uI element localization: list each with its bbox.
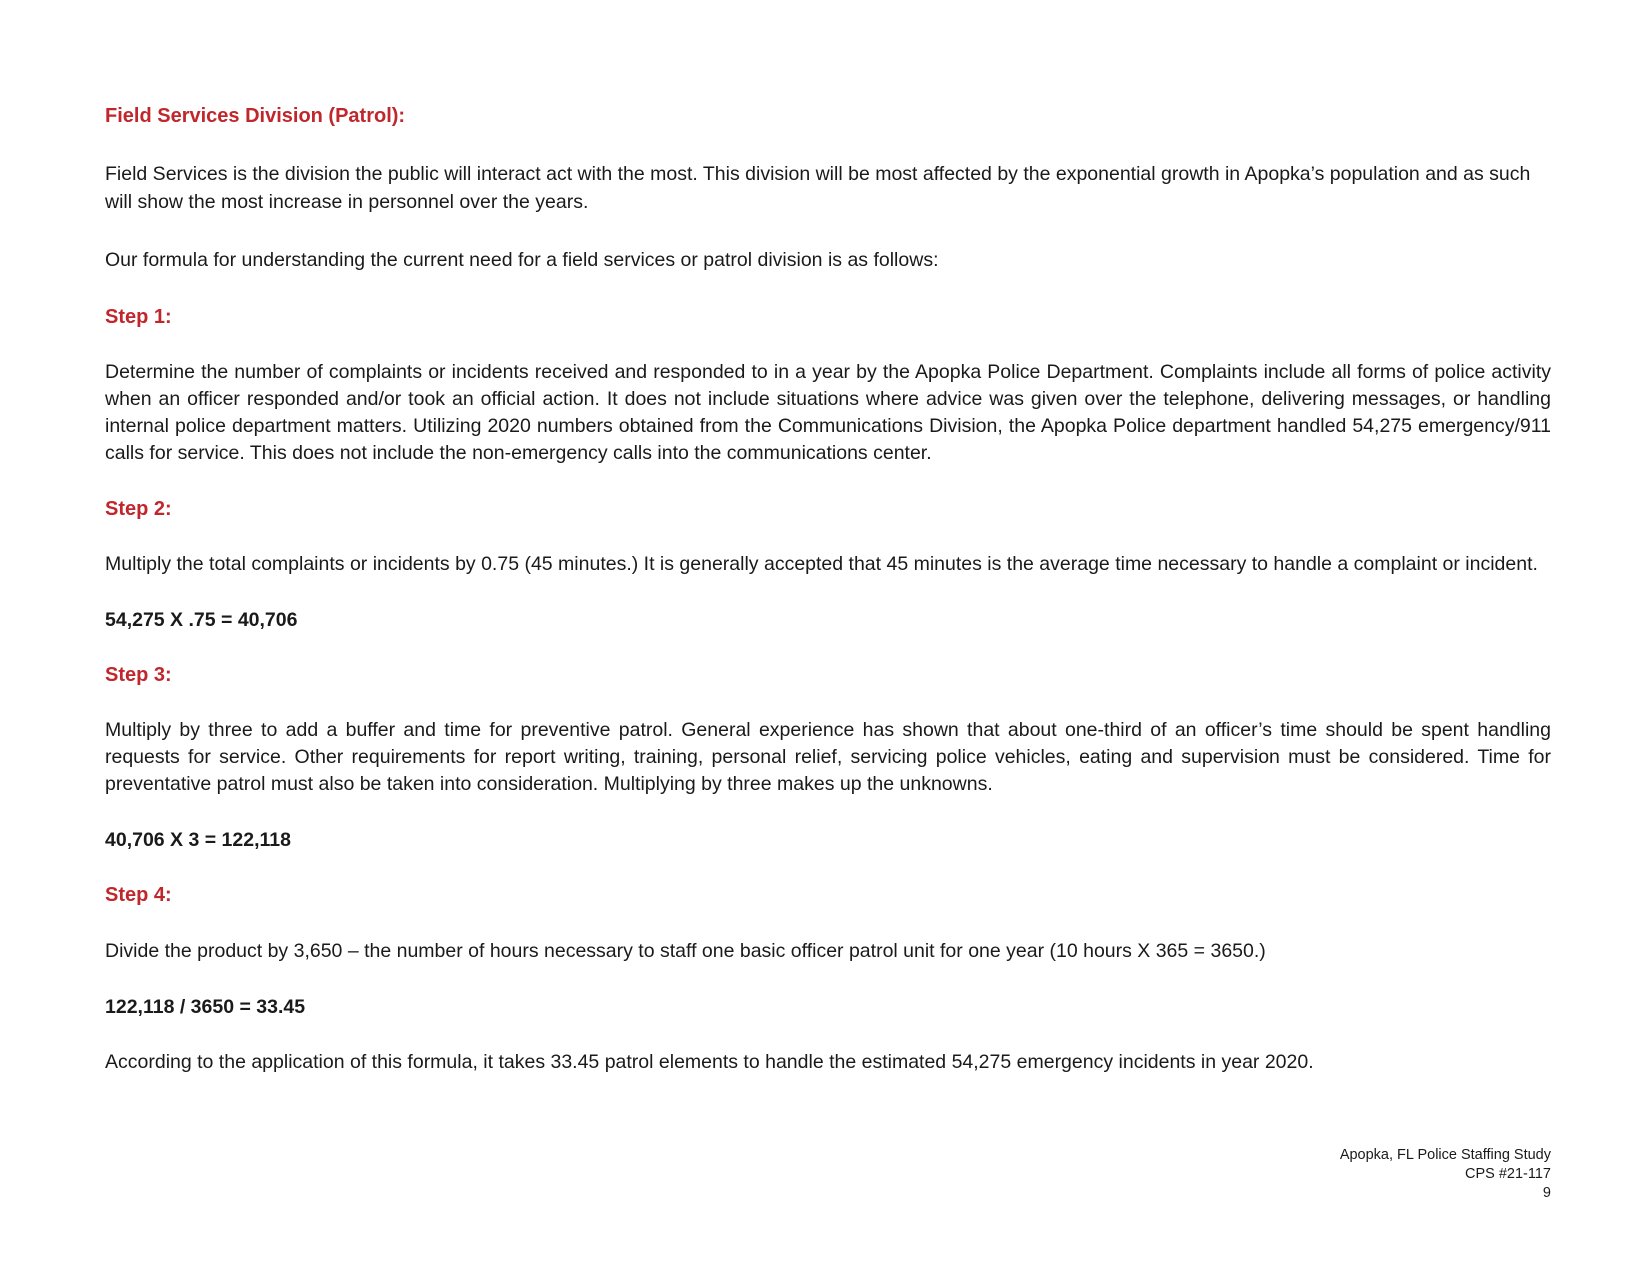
step-2-text: Multiply the total complaints or incidents by 0.75 (45 minutes.) It is generally accepted that 45 minutes is the average time necessary to handle a complaint or incident. [105, 553, 1538, 575]
step-4-formula: 122,118 / 3650 = 33.45 [105, 996, 306, 1018]
section-title: Field Services Division (Patrol): [105, 105, 406, 127]
step-2-formula: 54,275 X .75 = 40,706 [105, 609, 298, 631]
document-body [105, 102, 1551, 1076]
step-4-heading: Step 4: [105, 884, 172, 906]
step-2-heading: Step 2: [105, 498, 172, 520]
formula-intro-paragraph: Our formula for understanding the current need for a field services or patrol division is as follows: [105, 249, 939, 271]
step-4-text: Divide the product by 3,650 – the number of hours necessary to staff one basic officer patrol unit for one year (10 hours X 365 = 3650.) [105, 940, 1266, 962]
footer-cps-number: CPS #21-117 [1465, 1166, 1551, 1182]
page-footer [1340, 1146, 1551, 1203]
footer-study-title: Apopka, FL Police Staffing Study [1339, 1147, 1551, 1163]
step-3-formula: 40,706 X 3 = 122,118 [105, 829, 291, 851]
footer-page-number: 9 [1542, 1185, 1551, 1201]
step-1-text: Determine the number of complaints or incidents received and responded to in a year by the Apopka Police Department. Complaints include all forms of police activity when an officer responded and/or took an official action. It does not include situations where advice was given over the telephone, delivering messages, or handling internal police department matters. Utilizing 2020 numbers obtained from the Communications Division, the Apopka Police department handled 54,275 emergency/911 calls for service. This does not include the non-emergency calls into the communications center. [105, 361, 1551, 464]
step-3-text: Multiply by three to add a buffer and time for preventive patrol. General experience has shown that about one-third of an officer’s time should be spent handling requests for service. Other requirements for report writing, training, personal relief, servicing police vehicles, eating and supervision must be considered. Time for preventative patrol must also be taken into consideration. Multiplying by three makes up the unknowns. [105, 719, 1551, 795]
step-3-heading: Step 3: [105, 664, 172, 686]
conclusion-paragraph: According to the application of this formula, it takes 33.45 patrol elements to handle the estimated 54,275 emergency incidents in year 2020. [105, 1051, 1314, 1073]
intro-paragraph: Field Services is the division the public will interact act with the most. This division will be most affected by the exponential growth in Apopka’s population and as such will show the most increase in personnel over the years. [105, 163, 1531, 213]
step-1-heading: Step 1: [105, 306, 172, 328]
